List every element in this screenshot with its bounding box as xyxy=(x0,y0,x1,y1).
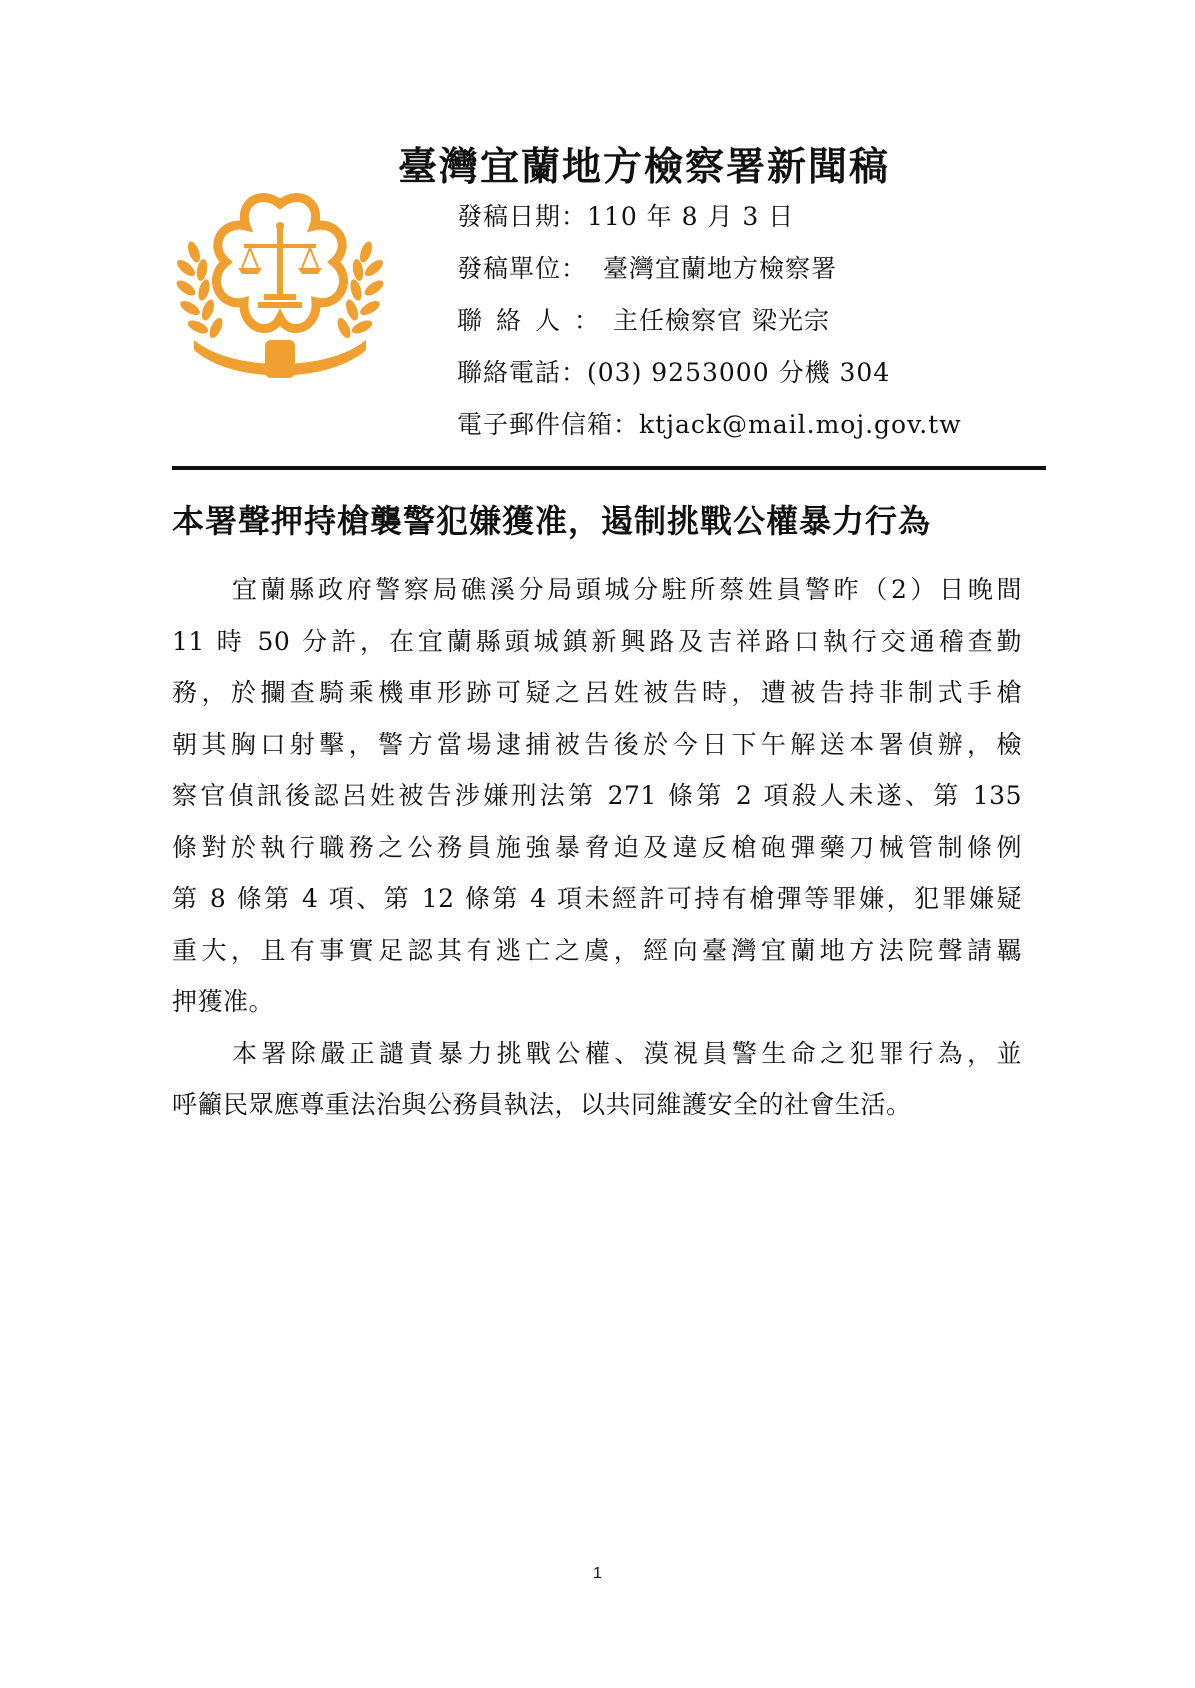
unit-value: 臺灣宜蘭地方檢察署 xyxy=(603,254,838,283)
person-label: 聯絡人： xyxy=(457,306,614,335)
contact-phone-row xyxy=(457,356,962,408)
paragraph-line: 重大，且有事實足認其有逃亡之虞，經向臺灣宜蘭地方法院聲請羈 xyxy=(172,935,1022,965)
paragraph-line: 押獲准。 xyxy=(172,987,275,1016)
paragraph-line: 朝其胸口射擊，警方當場逮捕被告後於今日下午解送本署偵辦，檢 xyxy=(172,729,1022,759)
paragraph-line: 察官偵訊後認呂姓被告涉嫌刑法第 271 條第 2 項殺人未遂、第 135 xyxy=(172,781,1022,810)
page-number: 1 xyxy=(593,1565,602,1582)
contact-email-row xyxy=(457,408,962,460)
contact-info xyxy=(457,200,962,460)
paragraph-line: 11 時 50 分許，在宜蘭縣頭城鎮新興路及吉祥路口執行交通稽查勤 xyxy=(172,626,1022,656)
unit-label: 發稿單位： xyxy=(457,254,588,283)
date-value: 110 年 8 月 3 日 xyxy=(587,202,795,231)
article-headline: 本署聲押持槍襲警犯嫌獲准，遏制挑戰公權暴力行為 xyxy=(172,502,932,540)
date-label: 發稿日期： xyxy=(457,202,588,231)
paragraph-line: 本署除嚴正譴責暴力挑戰公權、漠視員警生命之犯罪行為，並 xyxy=(232,1038,1022,1068)
article-body xyxy=(172,570,1022,1137)
contact-unit-row xyxy=(457,252,962,304)
page-title: 臺灣宜蘭地方檢察署新聞稿 xyxy=(398,144,891,190)
paragraph-line: 宜蘭縣政府警察局礁溪分局頭城分駐所蔡姓員警昨（2）日晚間 xyxy=(232,575,1022,604)
email-label: 電子郵件信箱： xyxy=(457,410,640,439)
header-divider xyxy=(172,466,1046,470)
phone-value: (03) 9253000 分機 304 xyxy=(587,358,891,387)
paragraph-line: 第 8 條第 4 項、第 12 條第 4 項未經許可持有槍彈等罪嫌，犯罪嫌疑 xyxy=(172,884,1022,913)
contact-date-row xyxy=(457,200,962,252)
paragraph-2 xyxy=(172,1034,1022,1137)
contact-person-row xyxy=(457,304,962,356)
paragraph-line: 務，於攔查騎乘機車形跡可疑之呂姓被告時，遭被告持非制式手槍 xyxy=(172,678,1022,707)
prosecutors-emblem-logo xyxy=(172,190,388,386)
paragraph-1 xyxy=(172,570,1022,1034)
person-value: 主任檢察官 梁光宗 xyxy=(613,306,830,335)
paragraph-line: 呼籲民眾應尊重法治與公務員執法，以共同維護安全的社會生活。 xyxy=(172,1090,912,1119)
email-value: ktjack@mail.moj.gov.tw xyxy=(639,410,962,439)
paragraph-line: 條對於執行職務之公務員施強暴脅迫及違反槍砲彈藥刀械管制條例 xyxy=(172,832,1022,862)
phone-label: 聯絡電話： xyxy=(457,358,588,387)
